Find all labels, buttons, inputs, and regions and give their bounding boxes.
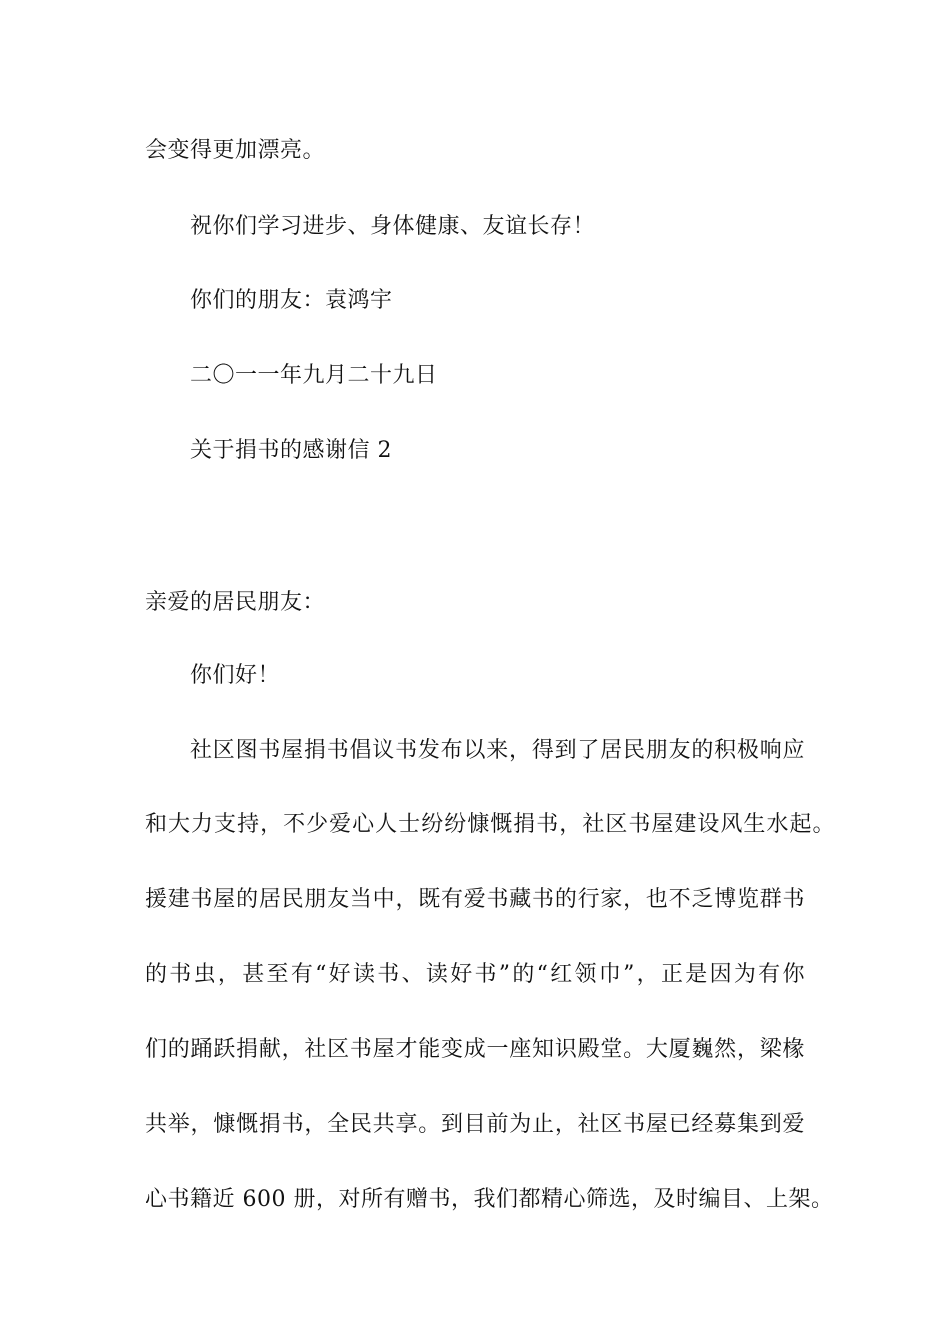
- body-paragraph-line: 的书虫，甚至有“好读书、读好书”的“红领巾”，正是因为有你: [145, 962, 805, 987]
- text-line-signature: 你们的朋友：袁鸿宇: [190, 288, 393, 313]
- text-line-salutation: 亲爱的居民朋友：: [145, 590, 326, 615]
- body-paragraph-line: 援建书屋的居民朋友当中，既有爱书藏书的行家，也不乏博览群书: [145, 887, 805, 912]
- body-paragraph-line: 社区图书屋捐书倡议书发布以来，得到了居民朋友的积极响应: [190, 738, 805, 763]
- body-paragraph-line: 们的踊跃捐献，社区书屋才能变成一座知识殿堂。大厦巍然，梁椽: [145, 1037, 805, 1062]
- text-line-wishes: 祝你们学习进步、身体健康、友谊长存！: [190, 214, 596, 239]
- text-line-date: 二〇一一年九月二十九日: [190, 363, 438, 388]
- section-title: 关于捐书的感谢信 2: [190, 438, 392, 463]
- body-paragraph-line: 共举，慷慨捐书，全民共享。到目前为止，社区书屋已经募集到爱: [145, 1112, 805, 1137]
- text-line-closing-fragment: 会变得更加漂亮。: [145, 138, 326, 163]
- body-paragraph-line: 心书籍近 600 册，对所有赠书，我们都精心筛选，及时编目、上架。: [145, 1187, 834, 1212]
- text-line-greeting: 你们好！: [190, 663, 281, 688]
- body-paragraph-line: 和大力支持，不少爱心人士纷纷慷慨捐书，社区书屋建设风生水起。: [145, 812, 835, 837]
